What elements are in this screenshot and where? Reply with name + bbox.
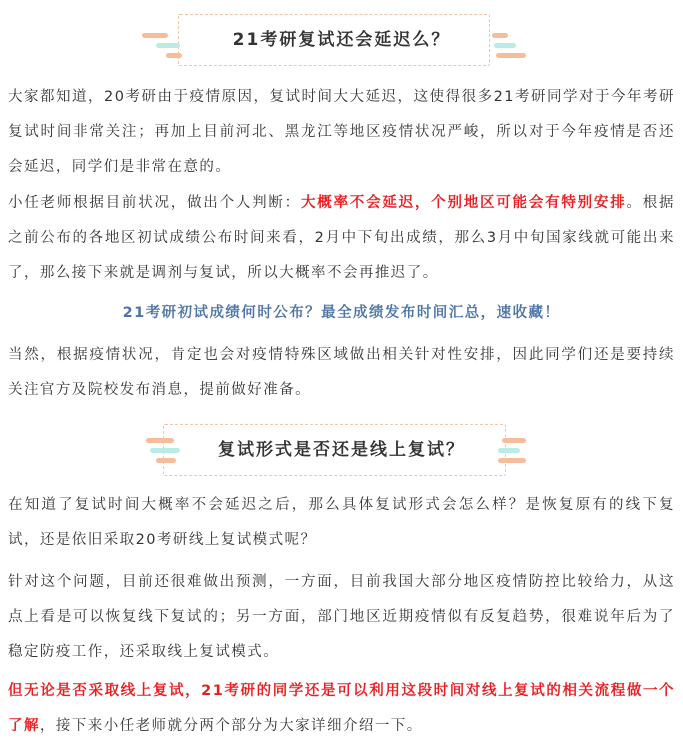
judgement-rest: 。根据之前公布的各地区初试成绩公布时间来看，2月中下旬出成绩，那么3月中旬国家线就可能出来了，那么接下来就是调剂与复试，所以大概率不会再推迟了。 — [8, 195, 675, 281]
judgement-lead: 小任老师根据目前状况，做出个人判断： — [8, 195, 301, 211]
paragraph-reminder: 当然，根据疫情状况，肯定也会对疫情特殊区域做出相关针对性安排，因此同学们还是要持续关注官方及院校发布消息，提前做好准备。 — [8, 347, 675, 398]
section-heading-2 — [0, 424, 683, 478]
paragraph-question: 在知道了复试时间大概率不会延迟之后，那么具体复试形式会怎么样？是恢复原有的线下复试，还是依旧采取20考研线上复试模式呢？ — [8, 497, 675, 548]
related-article-link[interactable]: 21考研初试成绩何时公布？最全成绩发布时间汇总，速收藏！ — [122, 305, 561, 321]
section-heading-1 — [0, 14, 683, 68]
paragraph-judgement — [8, 186, 675, 291]
conclusion-rest: ，接下来小任老师就分两个部分为大家详细介绍一下。 — [39, 718, 423, 734]
section-title: 21考研复试还会延迟么？ — [232, 30, 451, 50]
paragraph-analysis: 针对这个问题，目前还很难做出预测，一方面，目前我国大部分地区疫情防控比较给力，从这点上看是可以恢复线下复试的；另一方面，部门地区近期疫情似有反复趋势，很难说年后为了稳定防疫工作，还采取线上复试模式。 — [8, 574, 675, 660]
conclusion-highlight: 但无论是否采取线上复试，21考研的同学还是可以利用这段时间对线上复试的相关流程做一个了解 — [8, 683, 675, 734]
section-title: 复试形式是否还是线上复试？ — [218, 440, 465, 460]
judgement-highlight: 大概率不会延迟，个别地区可能会有特别安排 — [300, 195, 627, 211]
paragraph-conclusion — [8, 674, 675, 744]
paragraph-intro: 大家都知道，20考研由于疫情原因，复试时间大大延迟，这使得很多21考研同学对于今年考研复试时间非常关注；再加上目前河北、黑龙江等地区疫情状况严峻，所以对于今年疫情是否还会延迟，同学们是非常在意的。 — [8, 89, 675, 175]
